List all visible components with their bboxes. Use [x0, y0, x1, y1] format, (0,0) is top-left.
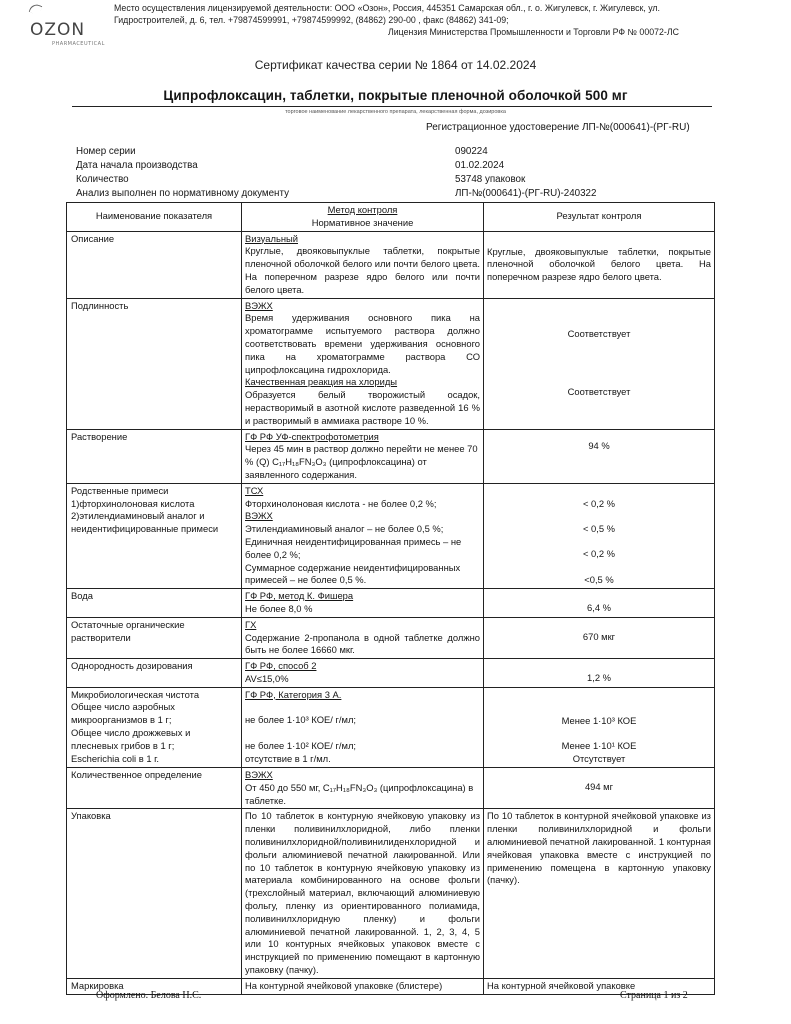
table-row: [67, 298, 715, 429]
quality-table: [66, 202, 715, 995]
method-karl-fischer: ГФ РФ, метод К. Фишера: [245, 590, 354, 602]
method-visual: Визуальный: [245, 232, 298, 244]
row-norm-identity: [242, 298, 484, 429]
row-name-uniformity: Однородность дозирования: [67, 659, 242, 688]
product-caption: торговое наименование лекарственного препарата, лекарственная форма, дозировка: [285, 109, 506, 115]
table-row: [67, 659, 715, 688]
norm-total-impurities: Суммарное содержание неидентифицированных примесей – не более 0,5 %.: [245, 561, 461, 586]
info-label-document: Анализ выполнен по нормативному документу: [76, 188, 289, 199]
result-fluoroquinolonic-acid: < 0,2 %: [582, 497, 616, 509]
result-description: Круглые, двояковыпуклые таблетки, покрытые пленочной оболочкой белого цвета. На поперечном разрезе ядро белого цвета.: [484, 231, 715, 298]
table-header-row: [67, 203, 715, 232]
table-row: [67, 589, 715, 618]
row-name-description: Описание: [67, 231, 242, 298]
impurities-line3: неидентифицированные примеси: [71, 523, 219, 535]
title-underline: [72, 106, 712, 107]
row-result-impurities: [484, 483, 715, 588]
company-logo: [30, 20, 105, 47]
micro-aerobic: Общее число аэробных микроорганизмов в 1 г;: [71, 701, 175, 726]
norm-uniformity: AV≤15,0%: [245, 672, 289, 684]
row-norm-water: [242, 589, 484, 618]
info-label-date: Дата начала производства: [76, 160, 198, 171]
row-result-identity: [484, 298, 715, 429]
row-norm-uniformity: [242, 659, 484, 688]
footer-page-number: Страница 1 из 2: [620, 990, 688, 1001]
logo-mark-icon: [29, 2, 43, 15]
row-norm-description: [242, 231, 484, 298]
norm-water: Не более 8,0 %: [245, 602, 313, 614]
row-norm-residual-solvents: [242, 617, 484, 658]
logo-subtext: PHARMACEUTICAL: [52, 41, 105, 47]
result-total-impurities: <0,5 %: [584, 574, 614, 586]
norm-ecoli: отсутствие в 1 г/мл.: [245, 753, 331, 765]
info-value-batch: 090224: [455, 146, 488, 157]
certificate-line: Сертификат качества серии № 1864 от 14.02.2024: [254, 58, 537, 72]
norm-marking: На контурной ячейковой упаковке (блистере): [242, 978, 484, 994]
result-identity-chloride: Соответствует: [567, 386, 631, 398]
info-label-quantity: Количество: [76, 174, 129, 185]
norm-ethylenediamine: Этилендиаминовый аналог – не более 0,5 %;: [245, 523, 444, 535]
header-license-line: Лицензия Министерства Промышленности и Торговли РФ № 00072-ЛС: [388, 27, 679, 37]
norm-aerobic: не более 1·10³ КОЕ/ г/мл;: [245, 714, 357, 726]
table-row: [67, 483, 715, 588]
header-address-line2: Гидростроителей, д. 6, тел. +79874599991, +79874599992, (84862) 290-00 , факс (84862) 341-09;: [114, 15, 509, 25]
norm-identity-hplc: Время удерживания основного пика на хроматограмме испытуемого раствора должно соответствовать времени удерживания основного пика на хроматограмме раствора СО ципрофлоксацина гидрохлорида.: [245, 312, 480, 375]
row-norm-impurities: [242, 483, 484, 588]
result-ecoli: Отсутствует: [572, 753, 626, 765]
method-hplc: ВЭЖХ: [245, 299, 273, 311]
row-name-water: Вода: [67, 589, 242, 618]
row-name-dissolution: Растворение: [67, 429, 242, 483]
info-value-document: ЛП-№(000641)-(РГ-RU)-240322: [455, 188, 597, 199]
norm-yeast: не более 1·10² КОЕ/ г/мл;: [245, 740, 357, 752]
result-assay: 494 мг: [484, 768, 715, 809]
row-name-microbiology: [67, 687, 242, 767]
norm-fluoroquinolonic-acid: Фторхинолоновая кислота - не более 0,2 %;: [245, 497, 437, 509]
header-method-line2: Нормативное значение: [311, 216, 414, 228]
table-row: [67, 429, 715, 483]
result-residual-solvents: 670 мкг: [484, 617, 715, 658]
row-name-packaging: Упаковка: [67, 809, 242, 978]
table-row: [67, 687, 715, 767]
method-uv: ГФ РФ УФ-спектрофотометрия: [245, 430, 379, 442]
result-dissolution: 94 %: [484, 429, 715, 483]
micro-ecoli: Escherichia coli в 1 г.: [71, 752, 160, 764]
method-gc: ГХ: [245, 618, 257, 630]
result-marking: На контурной ячейковой упаковке: [484, 978, 715, 994]
result-packaging: По 10 таблеток в контурной ячейковой упаковке из пленки поливинилхлоридной и фольги алюминиевой печатной лакированной. 1 контурная ячейковая упаковка вместе с инструкцией по применению помещена в картонную упаковку (пачку).: [484, 809, 715, 978]
row-name-marking: Маркировка: [67, 978, 242, 994]
table-row: [67, 617, 715, 658]
method-chloride: Качественная реакция на хлориды: [245, 376, 398, 388]
method-category-3a: ГФ РФ, Категория 3 А.: [245, 688, 342, 700]
row-norm-microbiology: [242, 687, 484, 767]
norm-packaging: По 10 таблеток в контурную ячейковую упаковку из пленки поливинилхлоридной, либо пленки поливинилхлоридной/поливинилиденхлоридной и фольги алюминиевой печатной лакированной. Или по 10 таблеток в контурную ячейковую упаковку из материала комбинированного на основе фольги (трехслойный материал, включающий алюминиевую фольгу, пленку из ориентированного полиамида, поливинилхлоридную пленку) и фольги алюминиевой печатной лакированной. 1, 2, 3, 4, 5 или 10 контурных ячейковых упаковок вместе с инструкцией по применению помещают в картонную упаковку (пачку).: [242, 809, 484, 978]
footer-prepared-by: Оформлено. Белова Н.С.: [96, 990, 202, 1001]
info-value-quantity: 53748 упаковок: [455, 174, 526, 185]
norm-description: Круглые, двояковыпуклые таблетки, покрытые пленочной оболочкой белого или почти белого цвета. На поперечном разрезе ядро белого или почти белого цвета.: [245, 245, 480, 295]
header-method-line1: Метод контроля: [327, 204, 398, 215]
method-hplc-impurities: ВЭЖХ: [245, 510, 273, 522]
row-result-microbiology: [484, 687, 715, 767]
header-result: Результат контроля: [484, 203, 715, 232]
row-norm-dissolution: [242, 429, 484, 483]
method-method2: ГФ РФ, способ 2: [245, 660, 317, 672]
result-identity-hplc: Соответствует: [567, 327, 631, 339]
norm-identity-chloride: Образуется белый творожистый осадок, нерастворимый в азотной кислоте разведенной 16 % и растворимый в аммиака растворе 10 %.: [245, 389, 480, 426]
row-name-assay: Количественное определение: [67, 768, 242, 809]
product-title: Ципрофлоксацин, таблетки, покрытые пленочной оболочкой 500 мг: [163, 88, 628, 103]
result-water: 6,4 %: [484, 589, 715, 618]
header-method: [242, 203, 484, 232]
row-name-residual-solvents: Остаточные органические растворители: [67, 617, 242, 658]
logo-text: OZON: [30, 20, 86, 40]
table-row: [67, 231, 715, 298]
result-ethylenediamine: < 0,5 %: [582, 522, 616, 534]
micro-title: Микробиологическая чистота: [71, 688, 200, 700]
header-indicator: Наименование показателя: [67, 203, 242, 232]
impurities-line2: 2)этилендиаминовый аналог и: [71, 510, 205, 522]
impurities-title: Родственные примеси: [71, 484, 169, 496]
header-address-line1: Место осуществления лицензируемой деятельности: ООО «Озон», Россия, 445351 Самарская обл., г. о. Жигулевск, г. Жигулевск, ул.: [114, 3, 660, 13]
result-single-impurity: < 0,2 %: [582, 548, 616, 560]
impurities-line1: 1)фторхинолоновая кислота: [71, 497, 195, 509]
norm-assay: От 450 до 550 мг, C₁₇H₁₈FN₃O₃ (ципрофлоксацина) в таблетке.: [245, 781, 474, 806]
result-uniformity: 1,2 %: [484, 659, 715, 688]
registration-number: Регистрационное удостоверение ЛП-№(000641)-(РГ-RU): [426, 122, 690, 133]
norm-residual-solvents: Содержание 2-пропанола в одной таблетке должно быть не более 16660 мкг.: [245, 631, 480, 656]
table-row: [67, 809, 715, 978]
result-yeast: Менее 1·10¹ КОЕ: [561, 740, 637, 752]
method-tlc: ТСХ: [245, 484, 264, 496]
result-aerobic: Менее 1·10³ КОЕ: [561, 714, 637, 726]
row-norm-assay: [242, 768, 484, 809]
method-hplc-assay: ВЭЖХ: [245, 769, 273, 781]
micro-yeast: Общее число дрожжевых и плесневых грибов в 1 г;: [71, 727, 191, 751]
table-row: [67, 768, 715, 809]
info-value-date: 01.02.2024: [455, 160, 505, 171]
norm-single-impurity: Единичная неидентифицированная примесь – не более 0,2 %;: [245, 535, 462, 560]
row-name-impurities: [67, 483, 242, 588]
norm-dissolution: Через 45 мин в раствор должно перейти не менее 70 % (Q) C₁₇H₁₈FN₃O₃ (ципрофлоксацина) от заявленного содержания.: [245, 443, 478, 480]
row-name-identity: Подлинность: [67, 298, 242, 429]
info-label-batch: Номер серии: [76, 146, 136, 157]
